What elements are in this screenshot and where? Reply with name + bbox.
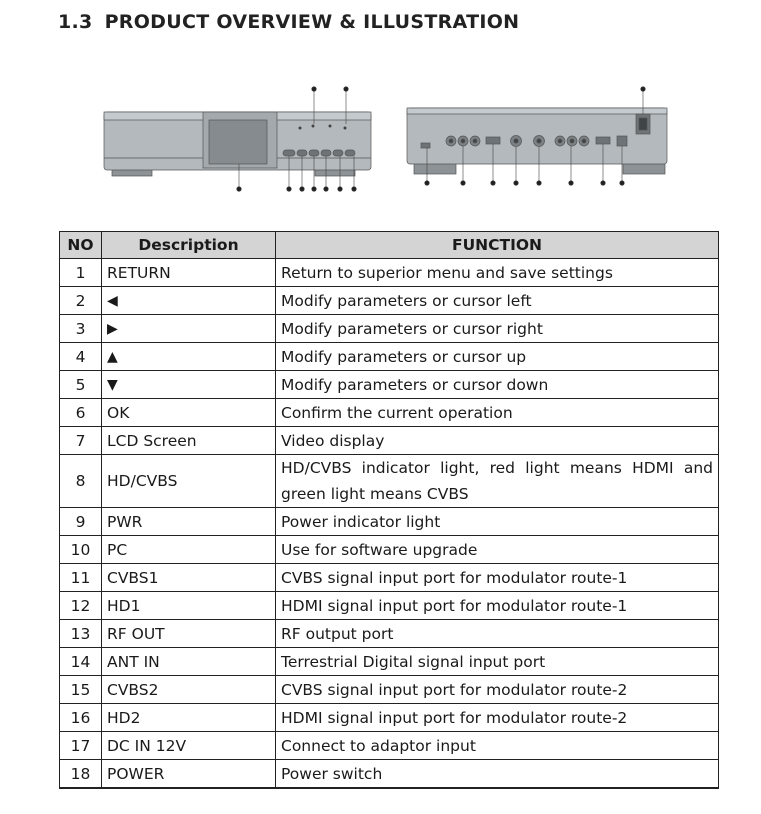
function-table <box>59 231 719 789</box>
row-description: HD/CVBS <box>102 455 276 508</box>
table-row <box>60 315 719 343</box>
row-number: 12 <box>60 592 102 620</box>
row-function: Modify parameters or cursor right <box>276 315 719 343</box>
row-number: 13 <box>60 620 102 648</box>
up-arrow-icon: ▲ <box>102 343 276 371</box>
row-number: 18 <box>60 760 102 789</box>
row-number: 1 <box>60 259 102 287</box>
table-row <box>60 287 719 315</box>
row-description: PC <box>102 536 276 564</box>
table-row <box>60 704 719 732</box>
row-number: 15 <box>60 676 102 704</box>
row-number: 11 <box>60 564 102 592</box>
row-function: Return to superior menu and save settings <box>276 259 719 287</box>
down-arrow-icon: ▼ <box>102 371 276 399</box>
row-function: HDMI signal input port for modulator route-2 <box>276 704 719 732</box>
left-arrow-icon: ◀ <box>102 287 276 315</box>
row-function: Terrestrial Digital signal input port <box>276 648 719 676</box>
row-function: Modify parameters or cursor left <box>276 287 719 315</box>
table-row <box>60 564 719 592</box>
row-description: OK <box>102 399 276 427</box>
table-row <box>60 399 719 427</box>
front-view-illustration <box>104 87 371 192</box>
table-row <box>60 648 719 676</box>
row-description: DC IN 12V <box>102 732 276 760</box>
row-number: 10 <box>60 536 102 564</box>
rear-view-illustration <box>407 87 667 186</box>
table-row <box>60 427 719 455</box>
header-function: FUNCTION <box>276 232 719 259</box>
row-description: POWER <box>102 760 276 789</box>
table-row <box>60 760 719 789</box>
section-title: PRODUCT OVERVIEW & ILLUSTRATION <box>104 11 520 33</box>
row-function: Video display <box>276 427 719 455</box>
row-number: 2 <box>60 287 102 315</box>
row-function: Modify parameters or cursor down <box>276 371 719 399</box>
row-number: 17 <box>60 732 102 760</box>
table-row <box>60 371 719 399</box>
table-row <box>60 455 719 508</box>
row-function: Modify parameters or cursor up <box>276 343 719 371</box>
row-description: RF OUT <box>102 620 276 648</box>
right-arrow-icon: ▶ <box>102 315 276 343</box>
row-number: 8 <box>60 455 102 508</box>
row-description: LCD Screen <box>102 427 276 455</box>
row-function: RF output port <box>276 620 719 648</box>
table-row <box>60 508 719 536</box>
row-function: Use for software upgrade <box>276 536 719 564</box>
row-function: CVBS signal input port for modulator route-2 <box>276 676 719 704</box>
row-description: HD1 <box>102 592 276 620</box>
table-row <box>60 620 719 648</box>
section-heading <box>58 11 519 33</box>
row-function: Power switch <box>276 760 719 789</box>
row-function: Confirm the current operation <box>276 399 719 427</box>
row-function: Power indicator light <box>276 508 719 536</box>
section-number: 1.3 <box>58 11 93 33</box>
table-header-row <box>60 232 719 259</box>
row-function: Connect to adaptor input <box>276 732 719 760</box>
row-description: CVBS2 <box>102 676 276 704</box>
row-number: 9 <box>60 508 102 536</box>
table-row <box>60 676 719 704</box>
row-description: ANT IN <box>102 648 276 676</box>
table-row <box>60 592 719 620</box>
row-function: HD/CVBS indicator light, red light means HDMI and green light means CVBS <box>276 455 719 508</box>
product-illustration <box>0 70 761 200</box>
row-function: HDMI signal input port for modulator route-1 <box>276 592 719 620</box>
row-number: 16 <box>60 704 102 732</box>
table-row <box>60 343 719 371</box>
table-row <box>60 259 719 287</box>
row-description: CVBS1 <box>102 564 276 592</box>
row-description: HD2 <box>102 704 276 732</box>
header-no: NO <box>60 232 102 259</box>
row-description: PWR <box>102 508 276 536</box>
row-number: 6 <box>60 399 102 427</box>
row-number: 7 <box>60 427 102 455</box>
row-function: CVBS signal input port for modulator route-1 <box>276 564 719 592</box>
row-number: 3 <box>60 315 102 343</box>
table-row <box>60 536 719 564</box>
table-row <box>60 732 719 760</box>
row-number: 5 <box>60 371 102 399</box>
header-description: Description <box>102 232 276 259</box>
row-number: 14 <box>60 648 102 676</box>
row-number: 4 <box>60 343 102 371</box>
row-description: RETURN <box>102 259 276 287</box>
